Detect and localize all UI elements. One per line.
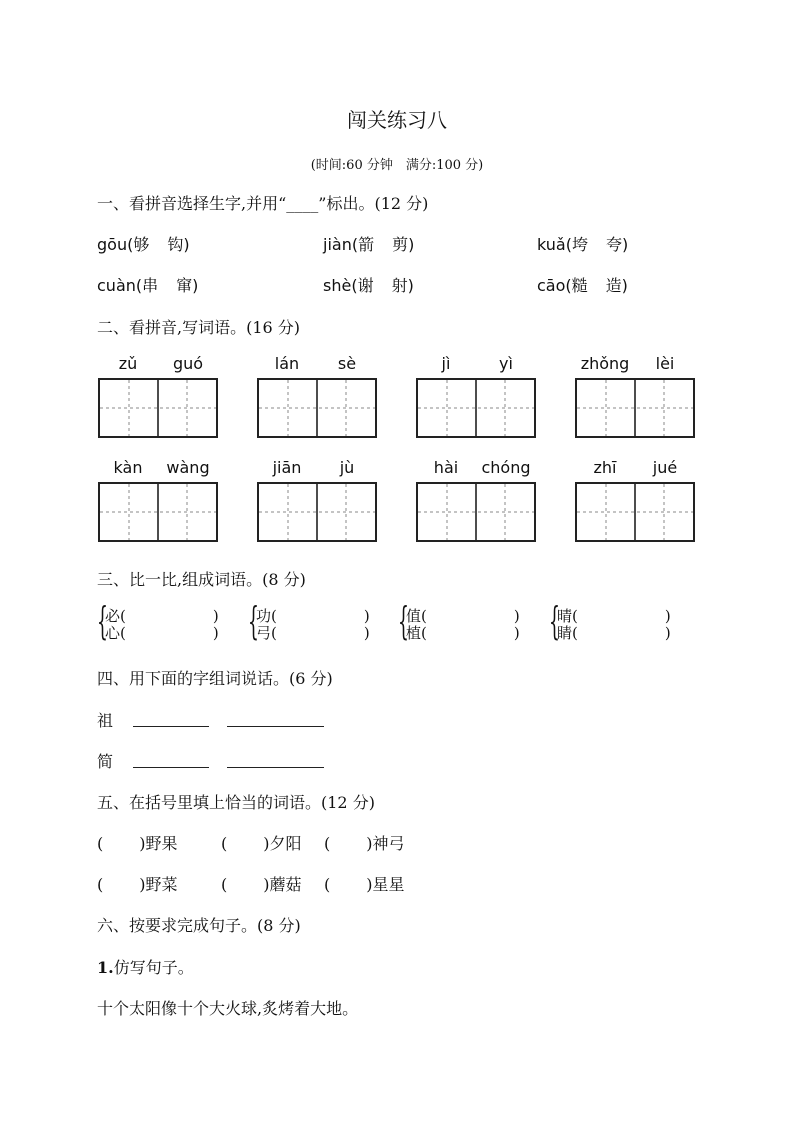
pinyin-label: jì — [441, 354, 451, 373]
fill-item[interactable]: ( )夕阳 — [221, 834, 302, 853]
pinyin: jiàn — [323, 235, 352, 254]
pinyin-label: jué — [652, 458, 678, 477]
choice-item: jiàn(箭 剪) — [323, 235, 415, 254]
pinyin-label: lán — [274, 354, 300, 373]
pinyin-label: zhǒng — [580, 354, 630, 373]
pinyin-label: zǔ — [118, 354, 138, 373]
pinyin: kuǎ — [537, 235, 566, 254]
writing-grid[interactable] — [257, 482, 377, 542]
section-1-heading: 一、看拼音选择生字,并用“____”标出。(12 分) — [97, 194, 429, 213]
option-char[interactable]: 串 — [142, 276, 159, 295]
pinyin-label: wàng — [166, 458, 210, 477]
answer-blank[interactable] — [227, 708, 324, 727]
fill-item[interactable]: ( )野果 — [97, 834, 178, 853]
writing-grid[interactable] — [416, 378, 536, 438]
brace: { — [398, 599, 409, 643]
option-char[interactable]: 造 — [605, 276, 622, 295]
compare-line[interactable]: 心( ) — [105, 624, 219, 642]
compare-line[interactable]: 功( ) — [256, 607, 370, 625]
answer-blank[interactable] — [133, 708, 209, 727]
option-char[interactable]: 钩 — [167, 235, 184, 254]
choice-item: shè(谢 射) — [323, 276, 414, 295]
option-char[interactable]: 垮 — [571, 235, 588, 254]
pinyin-label: chóng — [481, 458, 531, 477]
option-char[interactable]: 剪 — [392, 235, 409, 254]
choice-item: cāo(糙 造) — [537, 276, 628, 295]
section-4-heading: 四、用下面的字组词说话。(6 分) — [97, 669, 333, 688]
pinyin-label: hài — [433, 458, 459, 477]
compare-line[interactable]: 植( ) — [406, 624, 520, 642]
pinyin-label: jiān — [272, 458, 302, 477]
option-char[interactable]: 箭 — [358, 235, 375, 254]
pinyin: shè — [323, 276, 352, 295]
answer-blank[interactable] — [133, 749, 209, 768]
option-char[interactable]: 糙 — [571, 276, 588, 295]
fill-item[interactable]: ( )神弓 — [324, 834, 405, 853]
writing-grid[interactable] — [575, 482, 695, 542]
writing-grid[interactable] — [98, 378, 218, 438]
pinyin-label: lèi — [655, 354, 675, 373]
section-6-heading: 六、按要求完成句子。(8 分) — [97, 916, 301, 935]
compare-line[interactable]: 睛( ) — [557, 624, 671, 642]
brace: { — [248, 599, 259, 643]
pinyin-label: sè — [337, 354, 357, 373]
word-char: 简 — [97, 752, 114, 771]
page-subtitle: (时间:60 分钟 满分:100 分) — [310, 158, 484, 173]
writing-grid[interactable] — [575, 378, 695, 438]
pinyin-label: kàn — [113, 458, 143, 477]
compare-line[interactable]: 弓( ) — [256, 624, 370, 642]
option-char[interactable]: 够 — [133, 235, 150, 254]
choice-item: kuǎ(垮 夸) — [537, 235, 629, 254]
option-char[interactable]: 夸 — [605, 235, 622, 254]
pinyin-label: jù — [339, 458, 355, 477]
word-char: 祖 — [97, 711, 114, 730]
model-sentence: 十个太阳像十个大火球,炙烤着大地。 — [97, 999, 359, 1018]
compare-line[interactable]: 晴( ) — [557, 607, 671, 625]
pinyin: cuàn — [97, 276, 136, 295]
writing-grid[interactable] — [257, 378, 377, 438]
question-1: 1.仿写句子。 — [97, 958, 194, 977]
pinyin-label: zhī — [593, 458, 617, 477]
section-3-heading: 三、比一比,组成词语。(8 分) — [97, 570, 306, 589]
pinyin: cāo — [537, 276, 566, 295]
brace: { — [97, 599, 108, 643]
brace: { — [549, 599, 560, 643]
page-title: 闯关练习八 — [347, 108, 447, 132]
pinyin-label: guó — [172, 354, 204, 373]
section-2-heading: 二、看拼音,写词语。(16 分) — [97, 318, 301, 337]
choice-item: gōu(够 钩) — [97, 235, 190, 254]
pinyin: gōu — [97, 235, 128, 254]
writing-grid[interactable] — [98, 482, 218, 542]
writing-grid[interactable] — [416, 482, 536, 542]
fill-item[interactable]: ( )野菜 — [97, 875, 178, 894]
section-5-heading: 五、在括号里填上恰当的词语。(12 分) — [97, 793, 375, 812]
choice-item: cuàn(串 窜) — [97, 276, 199, 295]
fill-item[interactable]: ( )星星 — [324, 875, 405, 894]
option-char[interactable]: 窜 — [176, 276, 193, 295]
answer-blank[interactable] — [227, 749, 324, 768]
pinyin-label: yì — [499, 354, 513, 373]
compare-line[interactable]: 必( ) — [105, 607, 219, 625]
option-char[interactable]: 谢 — [357, 276, 374, 295]
compare-line[interactable]: 值( ) — [406, 607, 520, 625]
fill-item[interactable]: ( )蘑菇 — [221, 875, 302, 894]
option-char[interactable]: 射 — [391, 276, 408, 295]
